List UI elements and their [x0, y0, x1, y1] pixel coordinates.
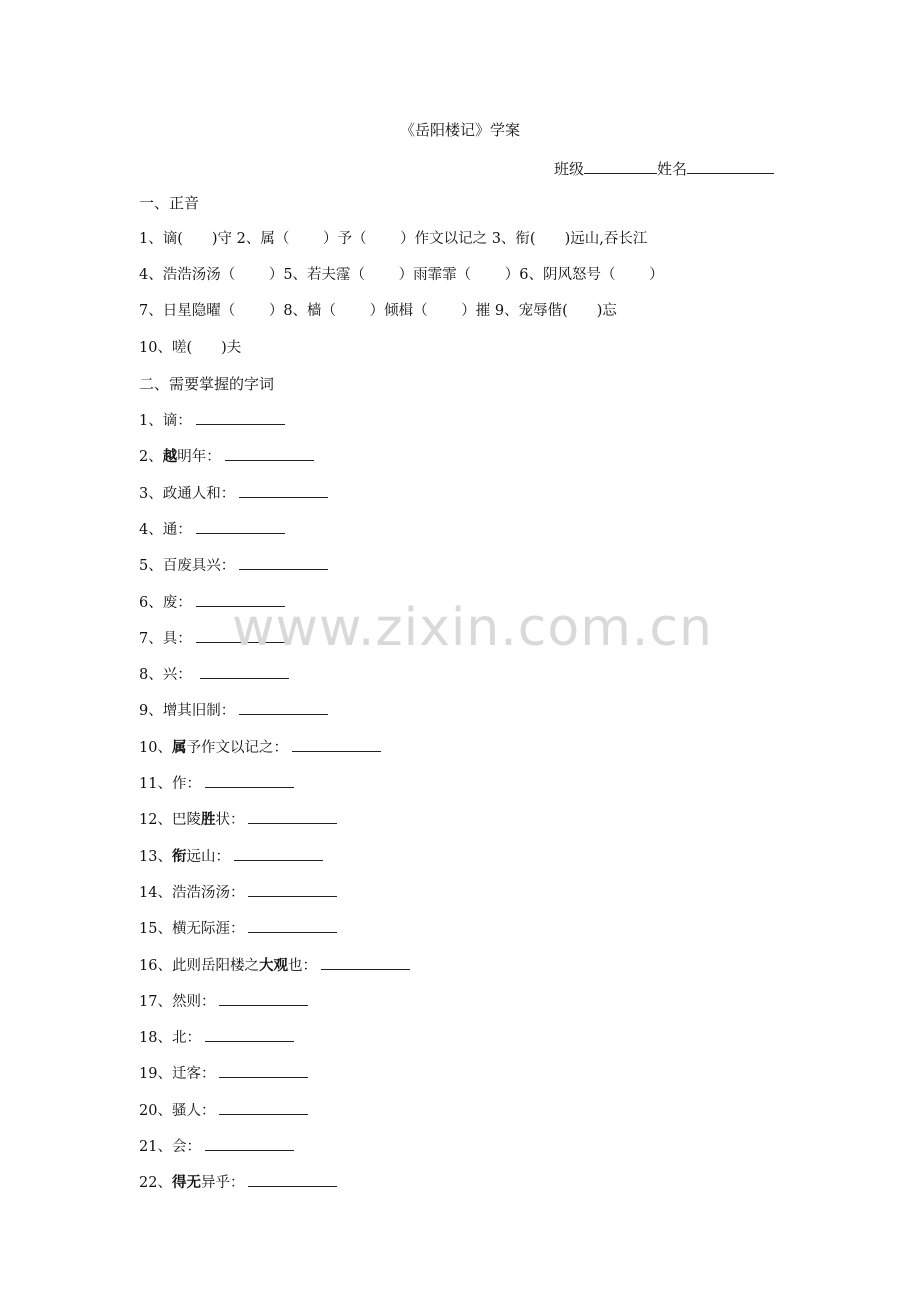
vocab-term: 兴： [162, 667, 197, 683]
vocab-number: 12、 [139, 812, 172, 828]
vocab-number: 21、 [139, 1139, 172, 1155]
vocab-term: 废： [162, 595, 192, 611]
vocab-term: 通： [162, 522, 192, 538]
vocab-number: 17、 [139, 994, 172, 1010]
answer-blank[interactable] [248, 918, 337, 933]
vocab-keyword: 得无 [171, 1174, 201, 1191]
answer-blank[interactable] [219, 1063, 308, 1078]
vocab-item [139, 1100, 308, 1121]
vocab-term: 增其旧制： [162, 703, 236, 719]
vocab-term: 也： [287, 958, 317, 974]
vocab-keyword: 胜 [200, 811, 216, 828]
answer-blank[interactable] [205, 773, 294, 788]
class-blank[interactable] [584, 157, 657, 174]
vocab-item [139, 882, 337, 903]
vocab-number: 10、 [139, 740, 172, 756]
answer-blank[interactable] [239, 555, 328, 570]
vocab-item [139, 410, 285, 431]
vocab-term: 作： [171, 776, 201, 792]
vocab-term: 横无际涯： [171, 921, 245, 937]
vocab-number: 8、 [139, 667, 163, 683]
page-title: 《岳阳楼记》学案 [399, 121, 520, 139]
class-name-line [554, 157, 774, 179]
pronunciation-line-1: 1、谪( )守 2、属（ ）予（ ）作文以记之 3、衔( )远山,吞长江 [139, 231, 648, 247]
pronunciation-line-2: 4、浩浩汤汤（ ）5、若夫霪（ ）雨霏霏（ ）6、阴风怒号（ ） [139, 267, 664, 283]
vocab-item [139, 519, 285, 540]
vocab-number: 7、 [139, 631, 163, 647]
vocab-term: 然则： [171, 994, 216, 1010]
vocab-number: 13、 [139, 849, 172, 865]
vocab-item [139, 773, 294, 794]
vocab-item [139, 991, 308, 1012]
vocab-term: 迁客： [171, 1066, 216, 1082]
vocab-term: 具： [162, 631, 192, 647]
watermark: www.zixin.com.cn [232, 598, 713, 658]
answer-blank[interactable] [239, 700, 328, 715]
vocab-term: 异乎： [200, 1175, 245, 1191]
vocab-term: 浩浩汤汤： [171, 885, 245, 901]
section1-heading: 一、正音 [139, 194, 200, 212]
answer-blank[interactable] [205, 1027, 294, 1042]
vocab-keyword: 属 [171, 739, 187, 756]
answer-blank[interactable] [234, 846, 323, 861]
vocab-term: 百废具兴： [162, 558, 236, 574]
vocab-item [139, 737, 381, 758]
section2-heading: 二、需要掌握的字词 [139, 375, 275, 393]
vocab-item [139, 1063, 308, 1084]
answer-blank[interactable] [219, 1100, 308, 1115]
vocab-term: 状： [215, 812, 245, 828]
vocab-item [139, 1136, 294, 1157]
vocab-keyword: 衔 [171, 848, 187, 865]
vocab-number: 18、 [139, 1030, 172, 1046]
vocab-item [139, 1027, 294, 1048]
vocab-number: 16、 [139, 958, 172, 974]
answer-blank[interactable] [292, 737, 381, 752]
vocab-item [139, 1172, 337, 1193]
vocab-number: 4、 [139, 522, 163, 538]
answer-blank[interactable] [219, 991, 308, 1006]
vocab-keyword: 大观 [258, 957, 288, 974]
vocab-number: 1、 [139, 413, 163, 429]
vocab-term: 予作文以记之： [186, 740, 288, 756]
vocab-prefix: 巴陵 [171, 812, 201, 828]
vocab-item [139, 809, 337, 830]
vocab-number: 15、 [139, 921, 172, 937]
answer-blank[interactable] [248, 882, 337, 897]
vocab-number: 11、 [139, 776, 172, 792]
vocab-number: 9、 [139, 703, 163, 719]
answer-blank[interactable] [239, 483, 328, 498]
vocab-number: 6、 [139, 595, 163, 611]
vocab-term: 骚人： [171, 1103, 216, 1119]
vocab-term: 北： [171, 1030, 201, 1046]
answer-blank[interactable] [196, 519, 285, 534]
vocab-term: 明年： [177, 449, 221, 465]
vocab-item [139, 483, 328, 504]
name-blank[interactable] [687, 157, 774, 174]
vocab-term: 会： [171, 1139, 201, 1155]
vocab-item [139, 700, 328, 721]
vocab-number: 22、 [139, 1175, 172, 1191]
vocab-term: 远山： [186, 849, 230, 865]
vocab-item [139, 446, 314, 467]
answer-blank[interactable] [248, 809, 337, 824]
vocab-item [139, 664, 289, 685]
pronunciation-line-3: 7、日星隐曜（ ）8、樯（ ）倾楫（ ）摧 9、宠辱偕( )忘 [139, 303, 617, 319]
vocab-number: 5、 [139, 558, 163, 574]
answer-blank[interactable] [225, 446, 314, 461]
vocab-number: 3、 [139, 486, 163, 502]
vocab-prefix: 此则岳阳楼之 [171, 958, 259, 974]
vocab-number: 20、 [139, 1103, 172, 1119]
vocab-item [139, 955, 410, 976]
vocab-item [139, 918, 337, 939]
answer-blank[interactable] [196, 410, 285, 425]
answer-blank[interactable] [205, 1136, 294, 1151]
answer-blank[interactable] [248, 1172, 337, 1187]
answer-blank[interactable] [200, 664, 289, 679]
name-label: 姓名 [657, 160, 688, 178]
vocab-keyword: 越 [162, 448, 178, 465]
answer-blank[interactable] [321, 955, 410, 970]
vocab-number: 19、 [139, 1066, 172, 1082]
vocab-item [139, 555, 328, 576]
pronunciation-line-4: 10、嗟( )夫 [139, 340, 242, 356]
vocab-term: 谪： [162, 413, 192, 429]
vocab-number: 14、 [139, 885, 172, 901]
vocab-item [139, 846, 323, 867]
vocab-term: 政通人和： [162, 486, 236, 502]
class-label: 班级 [554, 160, 585, 178]
vocab-number: 2、 [139, 449, 163, 465]
